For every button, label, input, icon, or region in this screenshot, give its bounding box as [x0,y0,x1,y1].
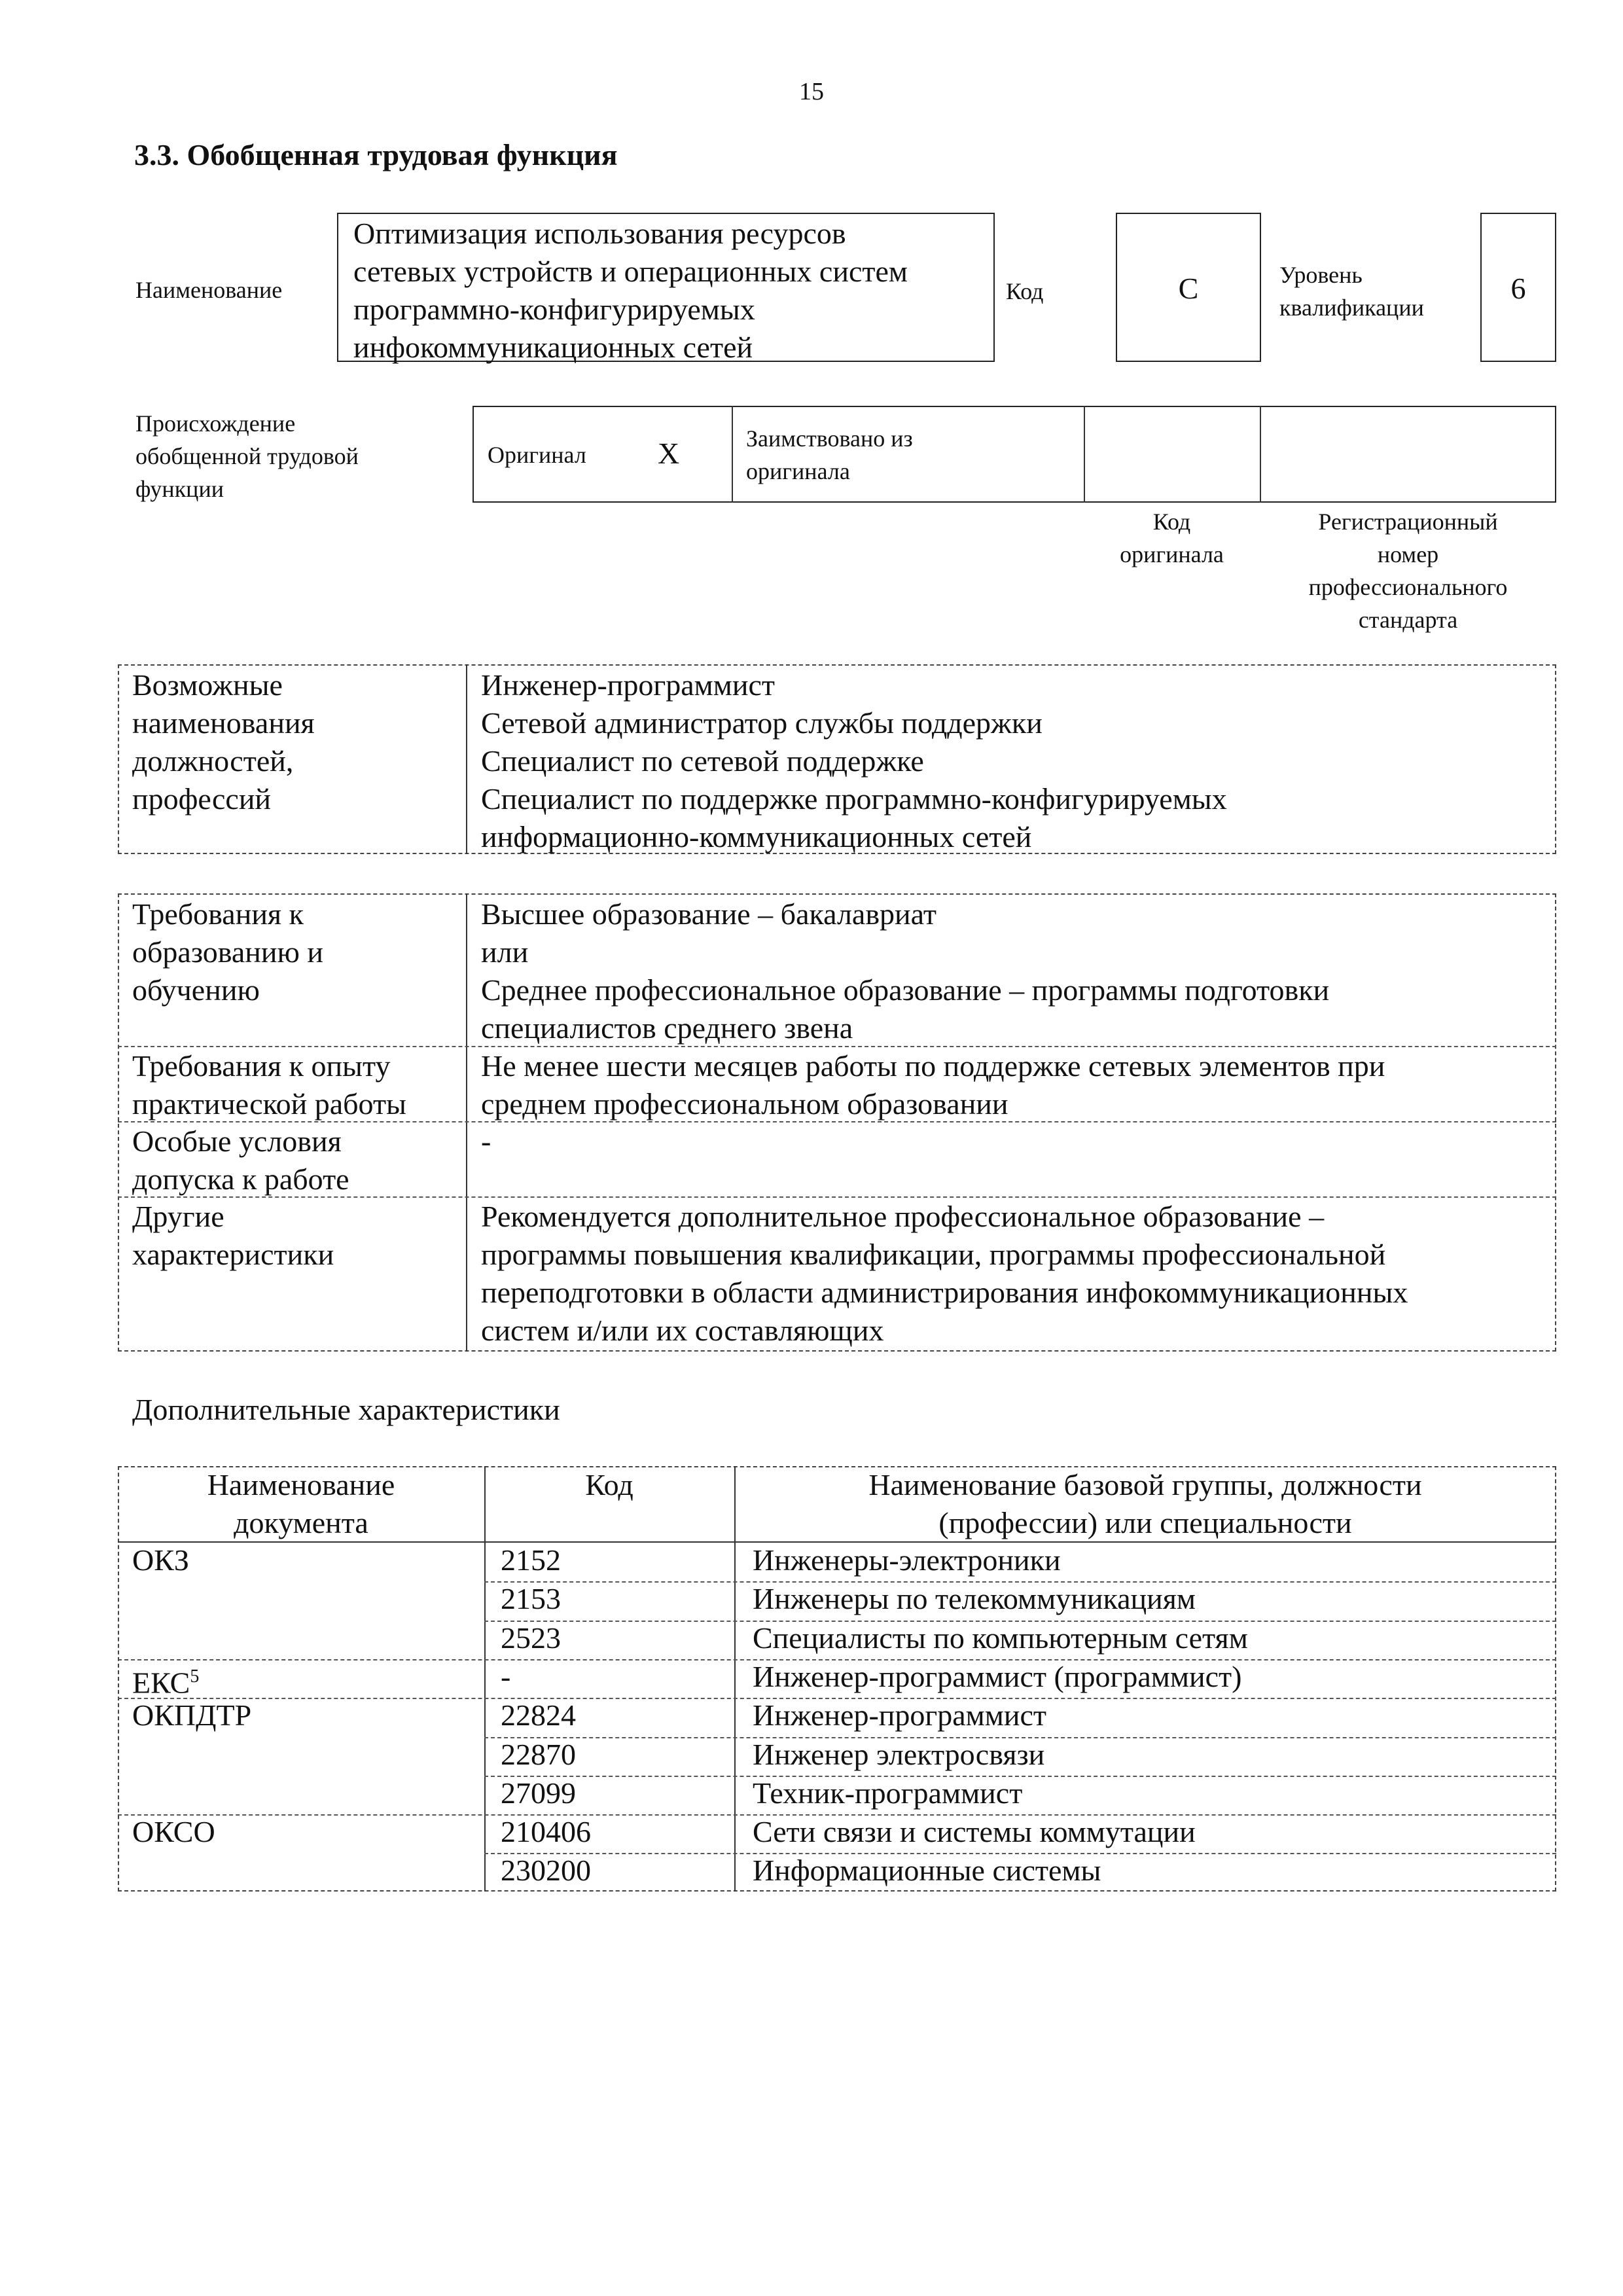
name-value: Оптимизация использования ресурсов сетевых устройств и операционных систем программно-конфигурируемых инфокоммуникационных сетей [353,217,908,364]
row-code: 22870 [501,1738,576,1771]
row-code: 2523 [501,1621,561,1655]
row-code: 2153 [501,1582,561,1615]
row-doc: ОКЗ [132,1543,189,1577]
req-admission-label: Особые условия допуска к работе [132,1124,349,1196]
req-other-value: Рекомендуется дополнительное профессиональное образование – программы повышения квалификации, программы профессиональной переподготовки в области администрирования инфокоммуникационных систем и/или их составляющих [481,1200,1408,1347]
code-value: C [1178,272,1199,305]
req-education-value: Высшее образование – бакалавриат или Среднее профессиональное образование – программы подготовки специалистов среднего звена [481,897,1330,1045]
row-doc [132,1658,199,1702]
row-code: 230200 [501,1854,591,1887]
page-number: 15 [799,78,824,105]
level-label: Уровень квалификации [1279,262,1424,321]
row-code: - [501,1660,511,1693]
origin-label: Происхождение обобщенной трудовой функции [135,410,359,502]
row-name: Инженеры по телекоммуникациям [753,1582,1196,1615]
original-label: Оригинал [488,442,586,468]
original-mark: X [658,437,680,470]
header-code: Код [585,1468,633,1501]
section-title: 3.3. Обобщенная трудовая функция [134,138,618,171]
row-code: 22824 [501,1698,576,1732]
req-experience-value: Не менее шести месяцев работы по поддержке сетевых элементов при среднем профессиональном образовании [481,1049,1385,1121]
row-name: Техник-программист [753,1776,1023,1810]
additional-title: Дополнительные характеристики [132,1393,560,1426]
row-code: 210406 [501,1815,591,1848]
header-name: Наименование базовой группы, должности (профессии) или специальности [868,1468,1422,1539]
req-education-label: Требования к образованию и обучению [132,897,323,1007]
caption-code-original: Код оригинала [1120,509,1224,567]
row-doc: ОКСО [132,1815,215,1848]
row-doc: ОКПДТР [132,1698,252,1732]
row-code: 2152 [501,1543,561,1577]
row-code: 27099 [501,1776,576,1810]
req-admission-value: - [481,1124,491,1158]
row-name: Инженеры-электроники [753,1543,1061,1577]
level-value: 6 [1510,272,1526,305]
row-name: Инженер-программист [753,1698,1047,1732]
row-name: Специалисты по компьютерным сетям [753,1621,1248,1655]
code-label: Код [1006,278,1044,304]
positions-values: Инженер-программист Сетевой администратор службы поддержки Специалист по сетевой поддержке Специалист по поддержке программно-конфигурируемых информационно-коммуникационных сетей [481,668,1227,853]
positions-label: Возможные наименования должностей, профессий [132,668,315,816]
caption-reg-number: Регистрационный номер профессионального стандарта [1308,509,1508,633]
row-name: Информационные системы [753,1854,1101,1887]
row-name: Инженер-программист (программист) [753,1660,1242,1693]
req-other-label: Другие характеристики [132,1200,334,1271]
row-name: Инженер электросвязи [753,1738,1045,1771]
footnote-marker: 5 [190,1666,200,1687]
name-label: Наименование [135,277,283,303]
row-doc-text: ЕКС [132,1666,190,1700]
row-name: Сети связи и системы коммутации [753,1815,1196,1848]
borrowed-label: Заимствовано из оригинала [746,425,913,484]
origin-box [473,406,1556,503]
req-experience-label: Требования к опыту практической работы [132,1049,406,1121]
header-doc: Наименование документа [207,1468,395,1539]
